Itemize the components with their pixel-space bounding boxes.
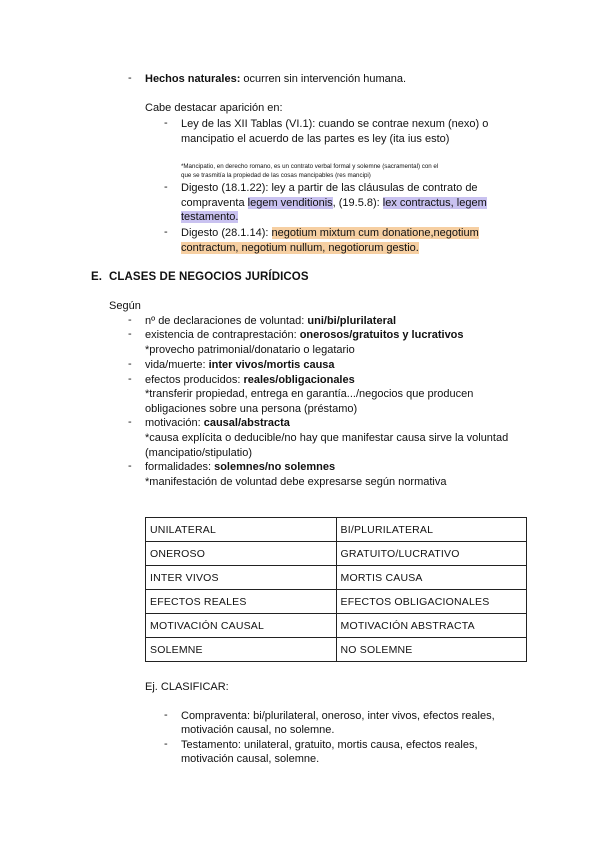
table-row — [146, 638, 527, 662]
bullet-dash: - — [164, 709, 168, 721]
digesto1-text-a: compraventa — [181, 197, 248, 209]
hechos-naturales-line — [145, 72, 406, 87]
bullet-dash: - — [128, 72, 132, 84]
list-item-note: *provecho patrimonial/donatario o legatario — [145, 344, 355, 356]
bullet-dash: - — [164, 181, 168, 193]
bullet-dash: - — [128, 373, 132, 385]
list-item: vida/muerte: inter vivos/mortis causa — [145, 359, 335, 371]
list-item: formalidades: solemnes/no solemnes — [145, 461, 336, 473]
table-row — [146, 590, 527, 614]
digesto1-line-1: Digesto (18.1.22): ley a partir de las cláusulas de contrato de — [181, 182, 478, 194]
bullet-dash: - — [128, 358, 132, 370]
cabe-destacar: Cabe destacar aparición en: — [145, 102, 283, 114]
table-cell: ONEROSO — [146, 542, 337, 566]
bullet-dash: - — [164, 738, 168, 750]
digesto1-line-3 — [181, 210, 238, 225]
table-cell: GRATUITO/LUCRATIVO — [336, 542, 527, 566]
section-e-letter: E. — [91, 271, 103, 283]
highlight-legem-venditionis: legem venditionis — [247, 197, 333, 209]
mancipatio-note-2: que se trasmitía la propiedad de las cosas mancipables (res mancipi) — [181, 172, 371, 179]
example-testamento-2: motivación causal, solemne. — [181, 753, 320, 765]
table-cell: BI/PLURILATERAL — [336, 518, 527, 542]
digesto1-text-b: , (19.5.8): — [332, 197, 383, 209]
hechos-naturales-label: Hechos naturales: — [145, 73, 241, 85]
ley-line-1: Ley de las XII Tablas (VI.1): cuando se contrae nexum (nexo) o — [181, 118, 489, 130]
table-cell: UNILATERAL — [146, 518, 337, 542]
highlight-negotium-contractum: contractum, negotium nullum, negotiorum gestio. — [181, 242, 419, 254]
table-cell: NO SOLEMNE — [336, 638, 527, 662]
example-compraventa-1: Compraventa: bi/plurilateral, oneroso, inter vivos, efectos reales, — [181, 710, 495, 722]
list-item: efectos producidos: reales/obligacionales — [145, 374, 355, 386]
table-row — [146, 614, 527, 638]
bullet-dash: - — [128, 328, 132, 340]
bullet-dash: - — [128, 416, 132, 428]
table-cell: EFECTOS OBLIGACIONALES — [336, 590, 527, 614]
list-item: existencia de contraprestación: onerosos/gratuitos y lucrativos — [145, 329, 464, 341]
highlight-negotium-mixtum: negotium mixtum cum donatione,negotium — [271, 227, 479, 239]
mancipatio-note-1: *Mancipatio, en derecho romano, es un contrato verbal formal y solemne (sacramental) con el — [181, 163, 439, 170]
section-e-title: CLASES DE NEGOCIOS JURÍDICOS — [109, 271, 309, 283]
list-item: nº de declaraciones de voluntad: uni/bi/plurilateral — [145, 315, 397, 327]
table-cell: SOLEMNE — [146, 638, 337, 662]
highlight-lex-contractus: lex contractus, legem — [382, 197, 487, 209]
list-item-note: *causa explícita o deducible/no hay que manifestar causa sirve la voluntad — [145, 432, 509, 444]
table-row — [146, 518, 527, 542]
table-cell: MORTIS CAUSA — [336, 566, 527, 590]
list-item-note: *transferir propiedad, entrega en garantía.../negocios que producen — [145, 388, 474, 400]
table-cell: INTER VIVOS — [146, 566, 337, 590]
bullet-dash: - — [128, 314, 132, 326]
ley-line-2: mancipatio el acuerdo de las partes es ley (ita ius esto) — [181, 133, 450, 145]
highlight-testamento: testamento. — [181, 211, 239, 223]
example-compraventa-2: motivación causal, no solemne. — [181, 724, 335, 736]
segun-label: Según — [109, 300, 141, 312]
table-cell: MOTIVACIÓN ABSTRACTA — [336, 614, 527, 638]
list-item-note: (mancipatio/stipulatio) — [145, 447, 252, 459]
digesto2-line-1 — [181, 226, 479, 241]
table-row — [146, 542, 527, 566]
table-cell: MOTIVACIÓN CAUSAL — [146, 614, 337, 638]
example-testamento-1: Testamento: unilateral, gratuito, mortis causa, efectos reales, — [181, 739, 478, 751]
bullet-dash: - — [164, 117, 168, 129]
list-item-note: *manifestación de voluntad debe expresarse según normativa — [145, 476, 447, 488]
table-row — [146, 566, 527, 590]
digesto2-line-2 — [181, 241, 419, 256]
bullet-dash: - — [164, 226, 168, 238]
table-cell: EFECTOS REALES — [146, 590, 337, 614]
digesto2-text-a: Digesto (28.1.14): — [181, 227, 272, 239]
hechos-naturales-text: ocurren sin intervención humana. — [240, 73, 407, 85]
list-item: motivación: causal/abstracta — [145, 417, 290, 429]
digesto1-line-2 — [181, 196, 487, 211]
classification-table — [145, 517, 527, 662]
list-item-note: obligaciones sobre una persona (préstamo) — [145, 403, 358, 415]
bullet-dash: - — [128, 460, 132, 472]
ej-clasificar: Ej. CLASIFICAR: — [145, 681, 229, 693]
